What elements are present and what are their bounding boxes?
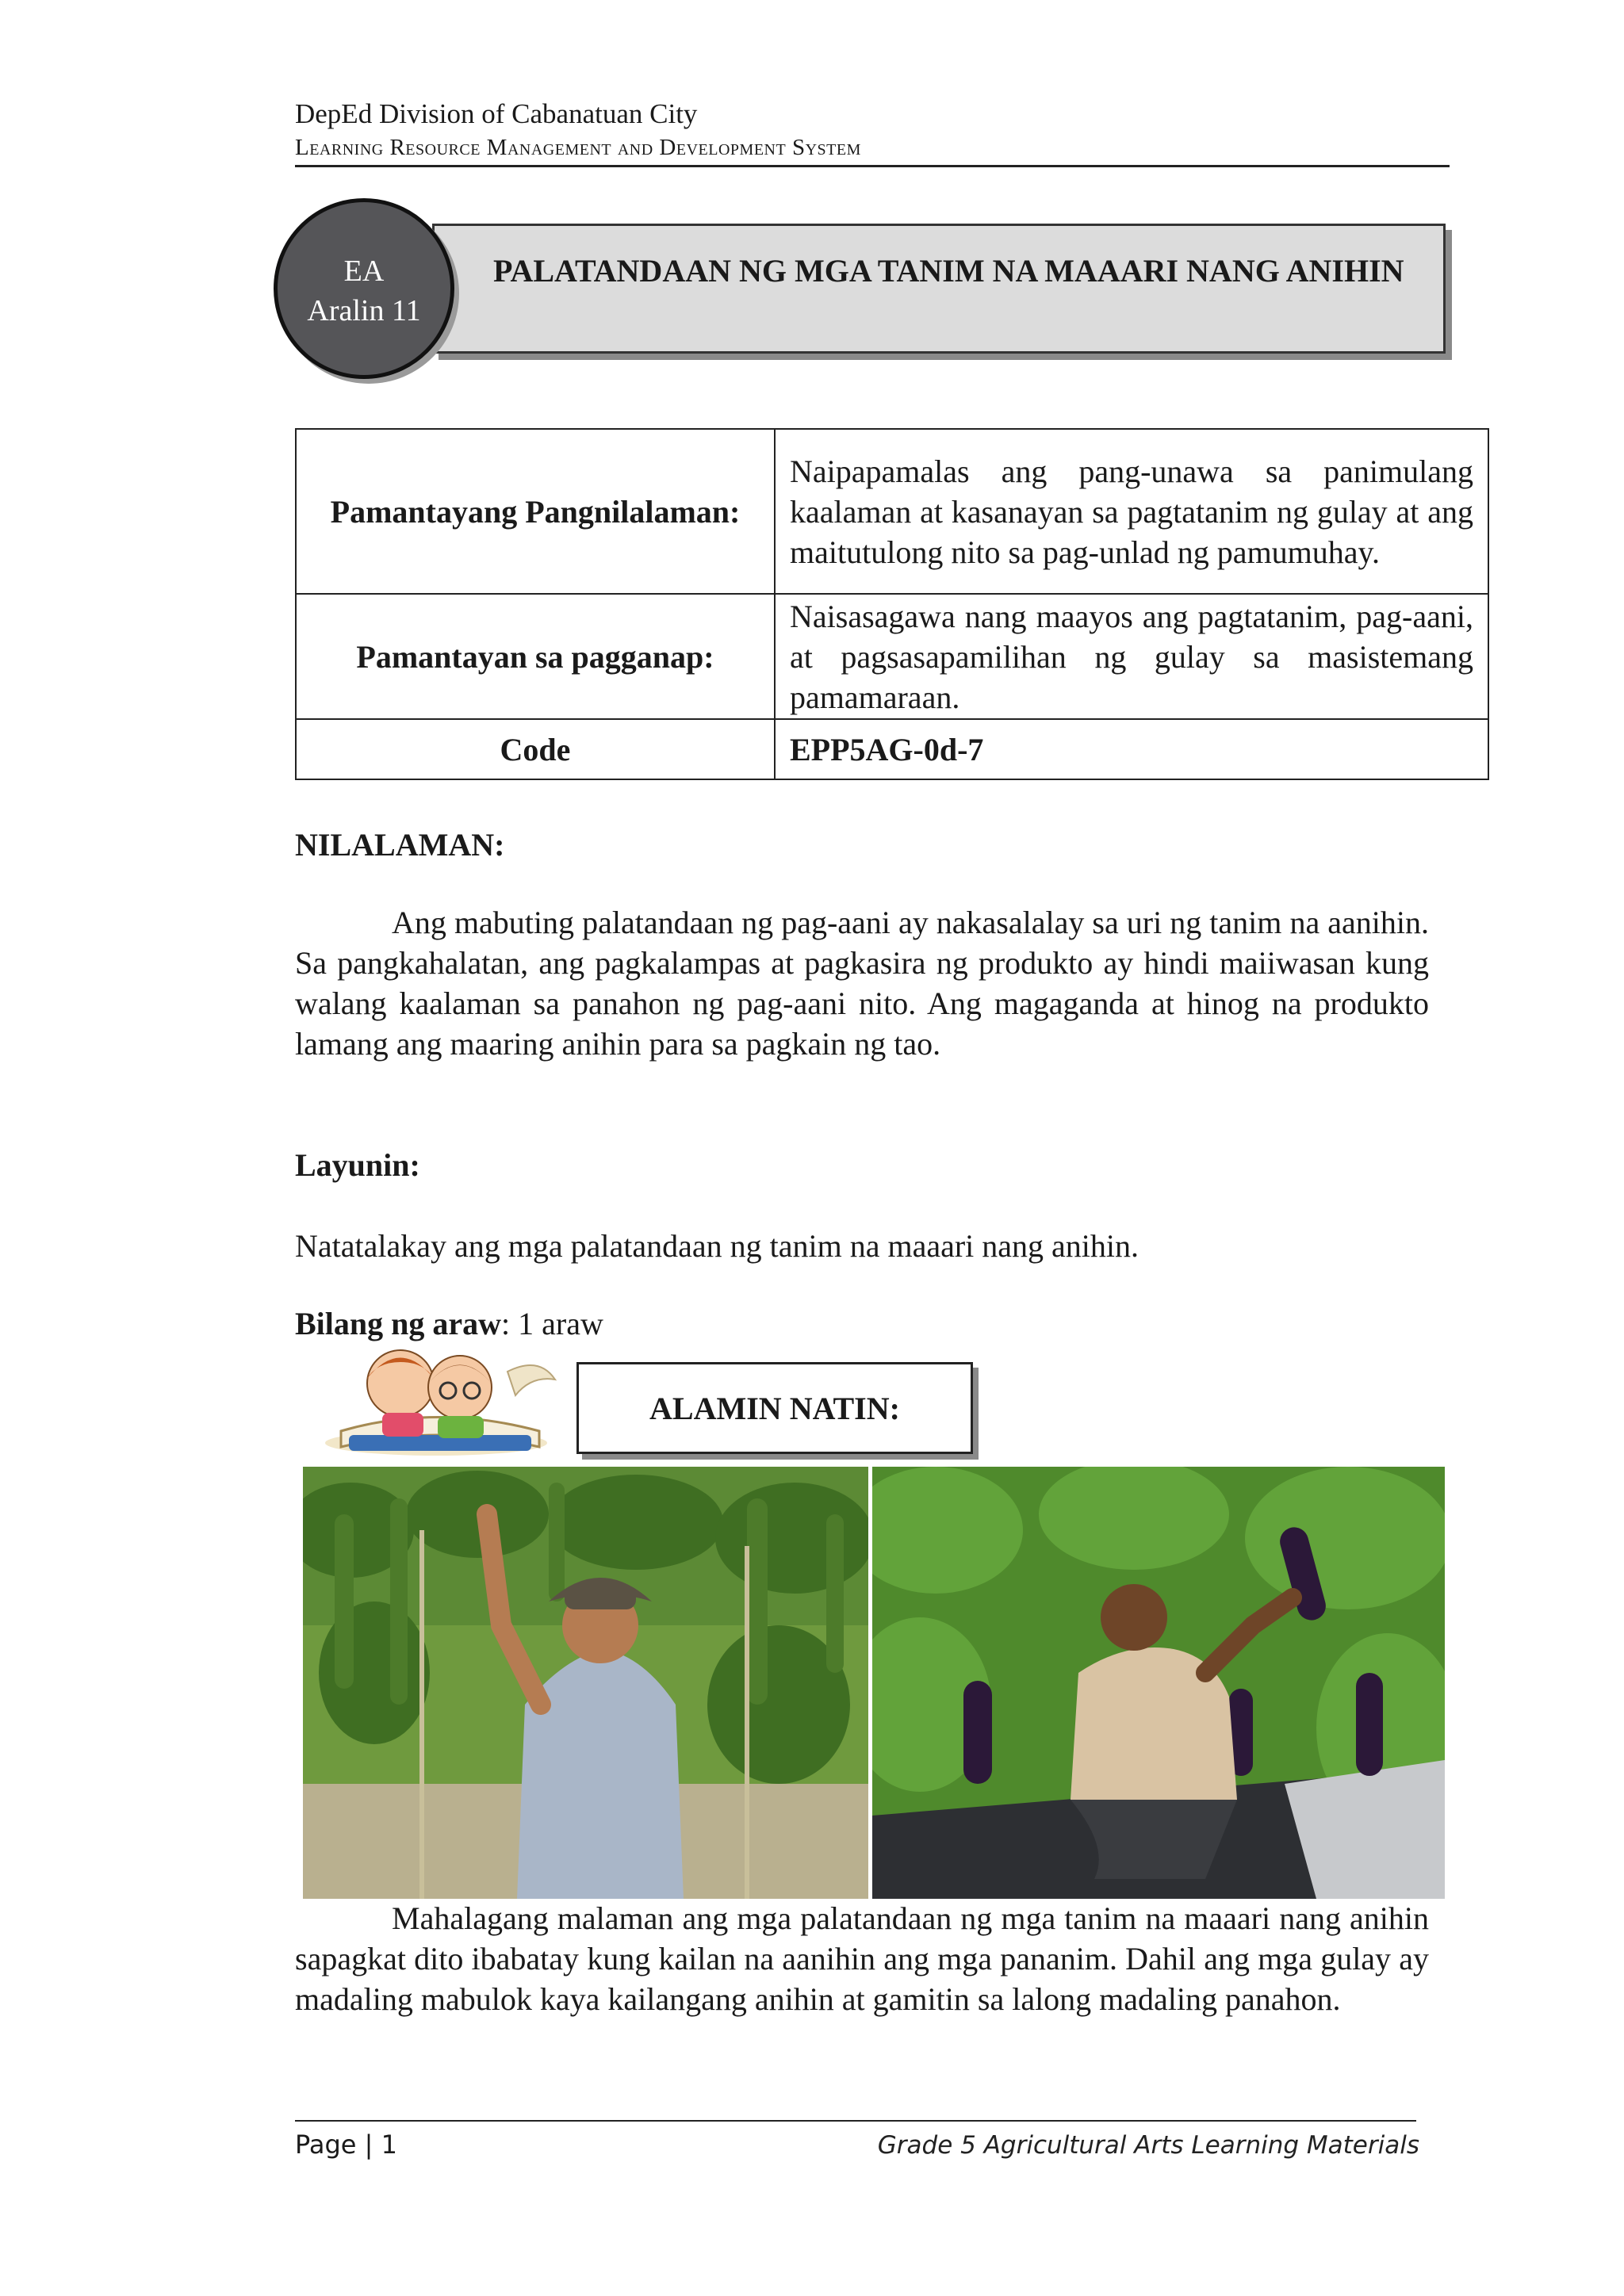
table-row (296, 429, 1488, 594)
standard-label: Pamantayang Pangnilalaman: (296, 429, 775, 594)
bilang-label: Bilang ng araw (295, 1306, 502, 1341)
division-name: DepEd Division of Cabanatuan City (295, 98, 698, 129)
closing-text: Mahalagang malaman ang mga palatandaan ng mga tanim na maaari nang anihin sapagkat dito ibabatay kung kailan na aanihin ang mga pananim. Dahil ang mga gulay ay madaling mabulok kaya kailangang anihin at gamitin sa lalong madaling panahon. (295, 1900, 1429, 2017)
standard-value: Naipapamalas ang pang-unawa sa panimulang kaalaman at kasanayan sa pagtatanim ng gulay at ang maitutulong nito sa pag-unlad ng pamumuhay. (775, 429, 1488, 594)
lesson-subject: EA (343, 254, 385, 288)
bilang-value: : 1 araw (501, 1306, 603, 1341)
lesson-badge (274, 198, 454, 379)
standard-label: Pamantayan sa pagganap: (296, 594, 775, 719)
table-row (296, 719, 1488, 779)
system-name: Learning Resource Management and Development System (295, 135, 861, 160)
sponge-gourd-harvest-photo (303, 1467, 868, 1899)
bilang-ng-araw (295, 1305, 603, 1342)
code-value: EPP5AG-0d-7 (775, 719, 1488, 779)
reading-kids-illustration (317, 1340, 563, 1465)
nilalaman-text: Ang mabuting palatandaan ng pag-aani ay nakasalalay sa uri ng tanim na aanihin. Sa pangkahalatan, ang pagkalampas at pagkasira ng produkto ay hindi maiiwasan kung walang kaalaman sa panahon ng pag-aani nito. Ang magaganda at hinog na produkto lamang ang maaring anihin para sa pagkain ng tao. (295, 905, 1429, 1062)
page-number: Page | 1 (295, 2130, 397, 2160)
table-row (296, 594, 1488, 719)
header-rule (295, 165, 1450, 167)
layunin-heading: Layunin: (295, 1147, 420, 1183)
nilalaman-heading: NILALAMAN: (295, 827, 505, 863)
lesson-title: PALATANDAAN NG MGA TANIM NA MAAARI NANG ANIHIN (493, 253, 1404, 289)
alamin-natin-box: ALAMIN NATIN: (576, 1362, 973, 1454)
standard-value: Naisasagawa nang maayos ang pagtatanim, pag-aani, at pagsasapamilihan ng gulay sa masistemang pamamaraan. (775, 594, 1488, 719)
standards-table (295, 428, 1489, 780)
layunin-text: Natatalakay ang mga palatandaan ng tanim na maaari nang anihin. (295, 1228, 1139, 1264)
eggplant-harvest-photo (872, 1467, 1445, 1899)
footer-title: Grade 5 Agricultural Arts Learning Materials (877, 2131, 1419, 2160)
lesson-number: Aralin 11 (307, 294, 421, 327)
footer-rule (295, 2120, 1416, 2122)
code-label: Code (296, 719, 775, 779)
